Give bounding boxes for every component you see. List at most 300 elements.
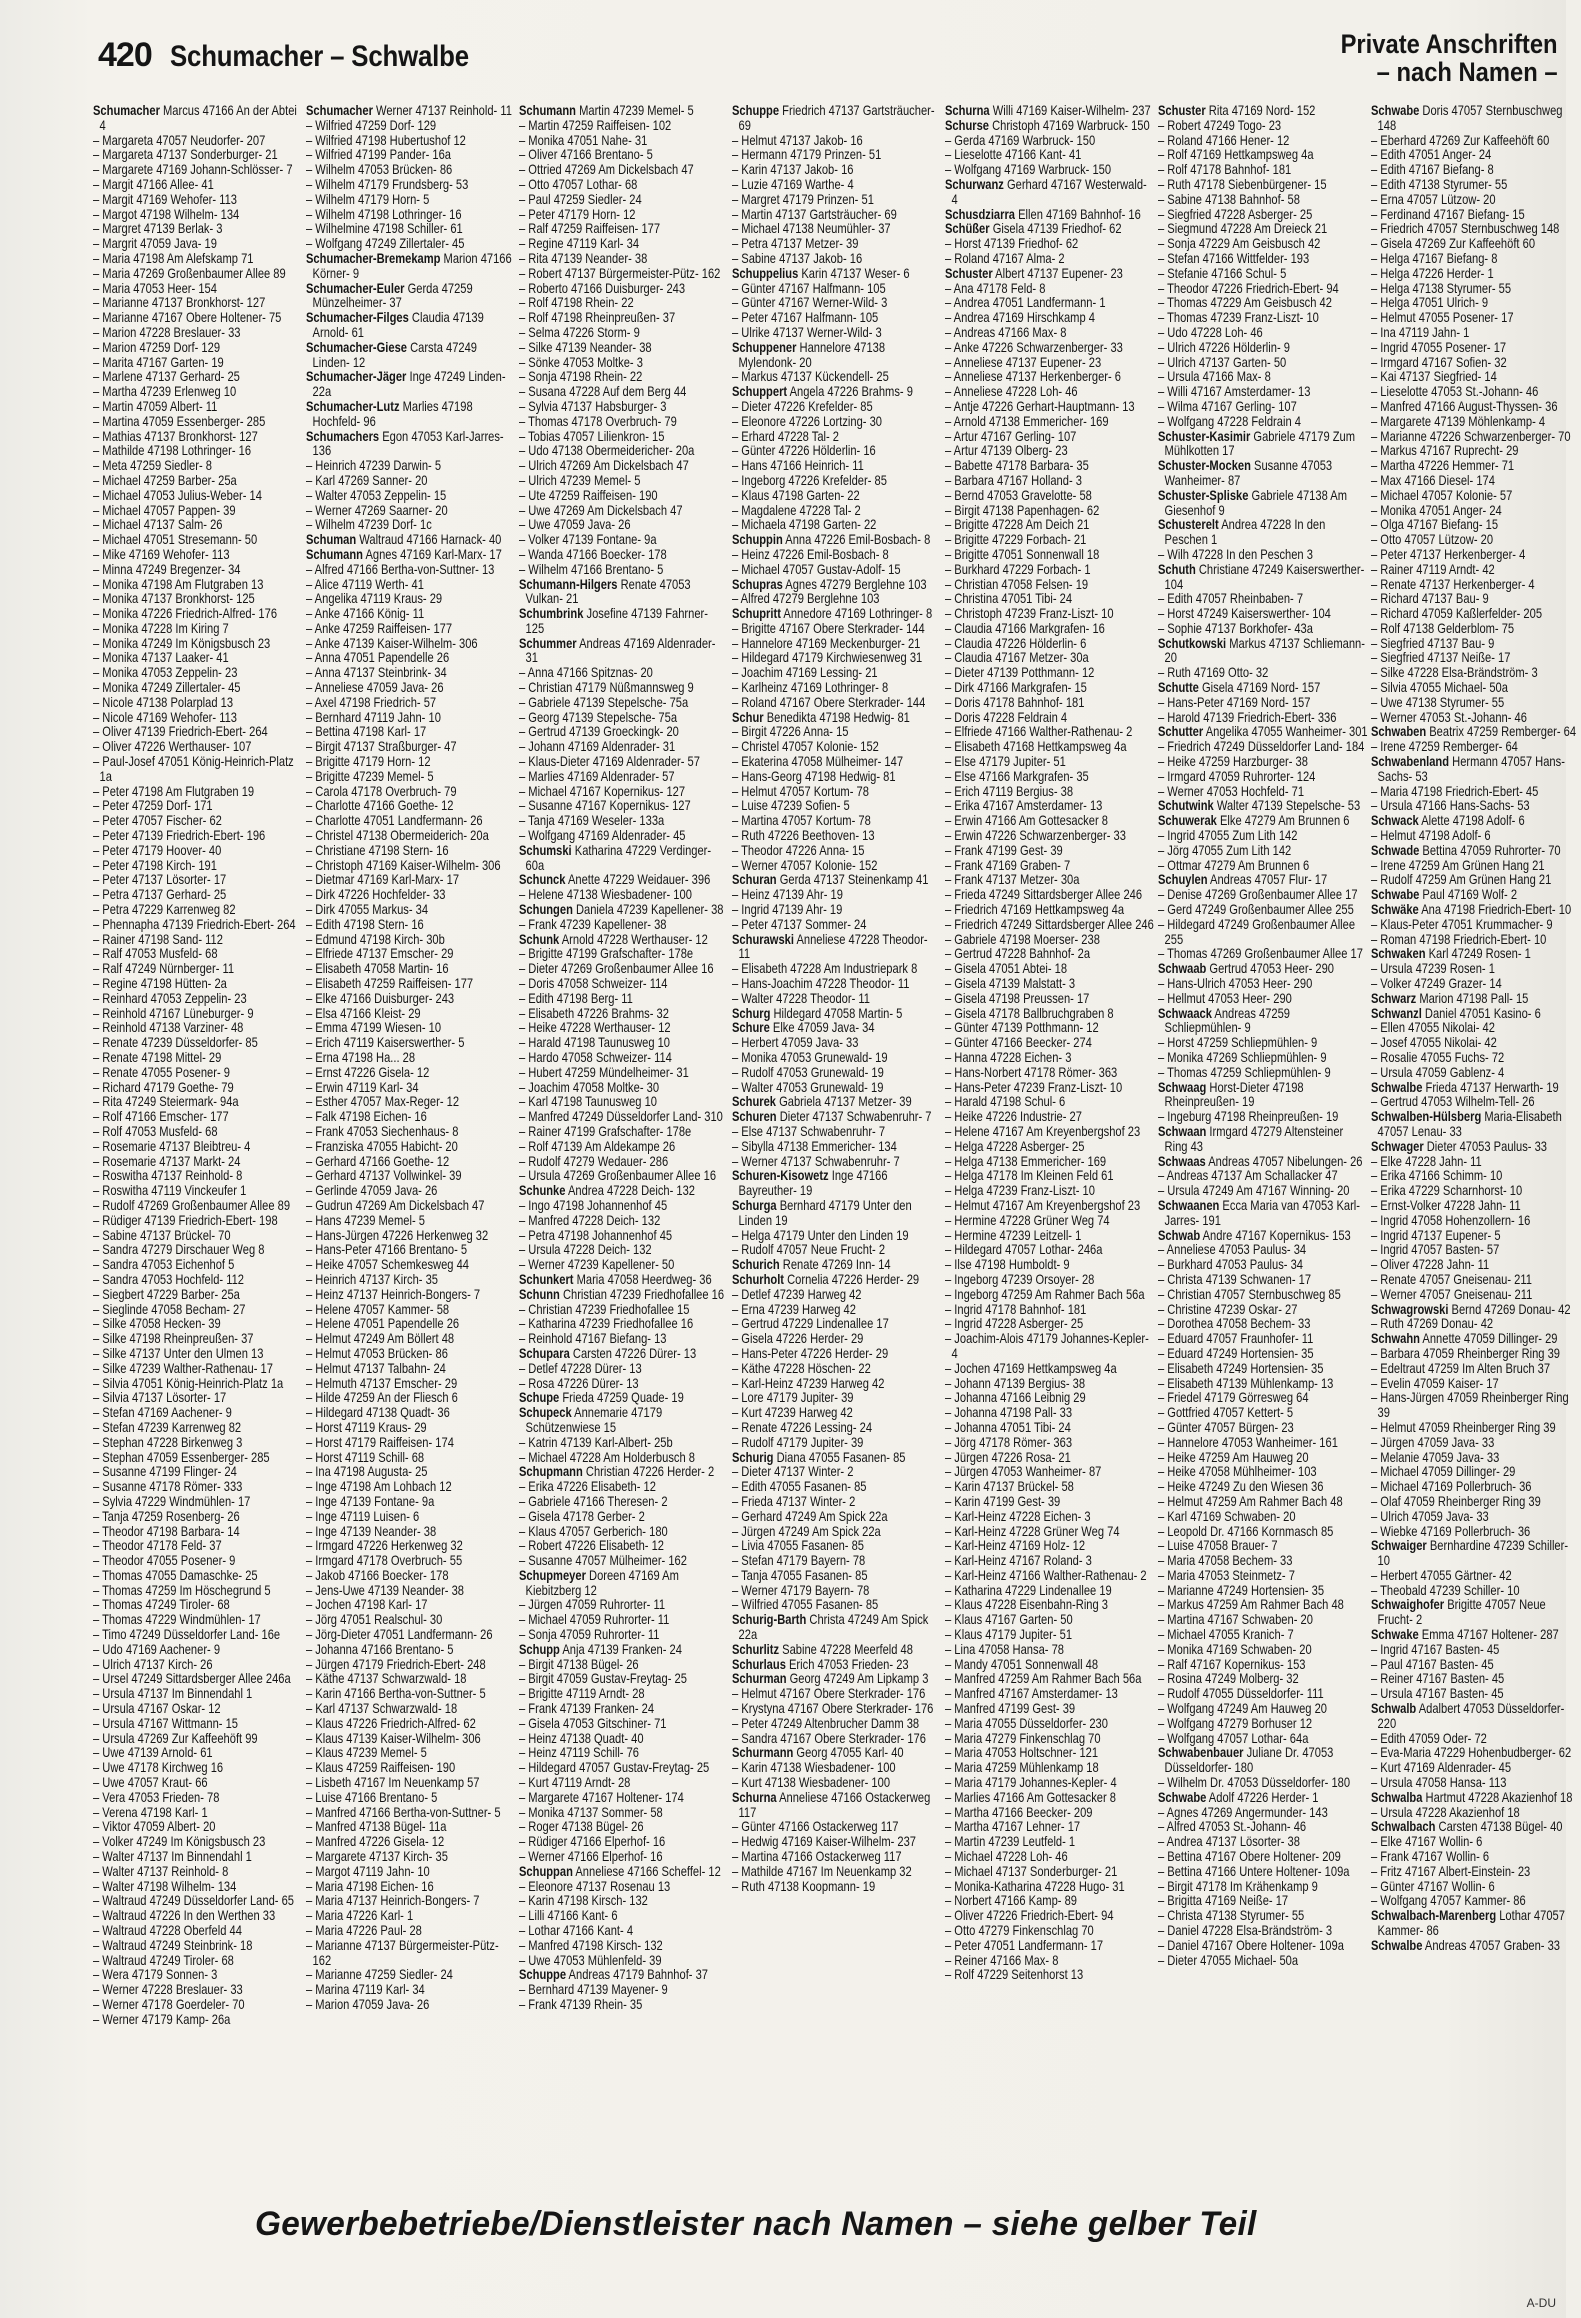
directory-entry: – Siegfried 47137 Neiße- 17 <box>1371 650 1511 666</box>
directory-entry: – Inge 47119 Luisen- 6 <box>306 1508 420 1524</box>
directory-entry: – Katharina 47239 Friedhofallee 16 <box>519 1316 694 1332</box>
directory-entry: – Martin 47259 Raiffeisen- 102 <box>519 117 672 133</box>
directory-entry: – Monika 47137 Bronkhorst- 125 <box>93 591 255 607</box>
directory-entry: – Petra 47229 Karrenweg 82 <box>93 902 236 918</box>
directory-entry: – Inge 47139 Fontane- 9a <box>306 1493 435 1509</box>
column-7 <box>1371 103 1577 2186</box>
directory-entry: – Theodor 47198 Barbara- 14 <box>93 1523 240 1539</box>
directory-entry: Schuppelius Karin 47137 Weser- 6 <box>732 265 910 281</box>
directory-entry: – Silvia 47055 Michael- 50a <box>1371 680 1508 696</box>
listing-columns <box>93 103 1577 2186</box>
directory-entry: – Rolf 47178 Bahnhof- 181 <box>1158 162 1292 178</box>
directory-entry: Schuran Gerda 47137 Steinenkamp 41 <box>732 872 929 888</box>
directory-entry: Schurwanz Gerhard 47167 Westerwald- 4 <box>945 176 1147 207</box>
directory-entry: – Oliver 47226 Werthauser- 107 <box>93 739 252 755</box>
directory-entry: – Mike 47169 Wehofer- 113 <box>93 546 230 562</box>
directory-entry: – Erna 47057 Lützow- 20 <box>1371 191 1496 207</box>
directory-entry: – Paul-Josef 47051 König-Heinrich-Platz 1a <box>93 754 294 784</box>
directory-entry: – Martha 47167 Lehner- 17 <box>945 1819 1081 1835</box>
directory-entry: – Walter 47137 Im Binnendahl 1 <box>93 1849 252 1865</box>
directory-entry: – Peter 47057 Fischer- 62 <box>93 813 222 829</box>
directory-entry: Schurna Anneliese 47166 Ostackerweg 117 <box>732 1789 931 1820</box>
directory-entry: – Monika 47169 Schwaben- 20 <box>1158 1641 1312 1657</box>
directory-entry: – Johanna 47198 Pall- 33 <box>945 1405 1073 1421</box>
directory-entry: – Günter 47166 Beecker- 274 <box>945 1035 1092 1051</box>
directory-entry: – Eberhard 47269 Zur Kaffeehöft 60 <box>1371 132 1550 148</box>
directory-entry: – Ingrid 47055 Posener- 17 <box>1371 339 1507 355</box>
directory-entry: – Marianne 47259 Siedler- 24 <box>306 1967 453 1983</box>
directory-entry: – Olga 47167 Biefang- 15 <box>1371 517 1499 533</box>
directory-entry: – Heinrich 47239 Darwin- 5 <box>306 458 442 474</box>
directory-entry: – Helene 47138 Wiesbadener- 100 <box>519 887 692 903</box>
directory-entry: – Waltraud 47228 Oberfeld 44 <box>93 1923 242 1939</box>
directory-entry: – Roman 47198 Friedrich-Ebert- 10 <box>1371 931 1547 947</box>
directory-entry: – Margareta 47057 Neudorfer- 207 <box>93 132 266 148</box>
directory-entry: – Irene 47259 Am Grünen Hang 21 <box>1371 857 1545 873</box>
directory-entry: – Birgit 47137 Straßburger- 47 <box>306 739 457 755</box>
directory-entry: – Erwin 47166 Am Gottesacker 8 <box>945 813 1108 829</box>
directory-entry: Schuster-Spliske Gabriele 47138 Am Giesenhof 9 <box>1158 487 1347 518</box>
directory-entry: – Frank 47169 Graben- 7 <box>945 857 1071 873</box>
directory-entry: – Margret 47139 Berlak- 3 <box>93 221 223 237</box>
directory-entry: – Jürgen 47226 Rosa- 21 <box>945 1449 1071 1465</box>
directory-entry: Schwack Alette 47198 Adolf- 6 <box>1371 813 1525 829</box>
directory-entry: – Gertrud 47229 Lindenallee 17 <box>732 1316 889 1332</box>
directory-entry: – Anneliese 47059 Java- 26 <box>306 680 444 696</box>
directory-entry: – Heinz 47138 Quadt- 40 <box>519 1730 644 1746</box>
directory-entry: – Klaus-Peter 47051 Krummacher- 9 <box>1371 916 1553 932</box>
directory-entry: – Melanie 47059 Java- 33 <box>1371 1449 1500 1465</box>
directory-entry: – Ilse 47198 Humboldt- 9 <box>945 1257 1070 1273</box>
directory-entry: – Dieter 47269 Großenbaumer Allee 16 <box>519 961 714 977</box>
directory-entry: – Jakob 47166 Boecker- 178 <box>306 1567 449 1583</box>
directory-entry: – Udo 47169 Aachener- 9 <box>93 1641 221 1657</box>
directory-entry: Schwaack Andreas 47259 Schliepmühlen- 9 <box>1158 1005 1291 1036</box>
directory-entry: – Magdalene 47228 Tal- 2 <box>732 502 861 518</box>
directory-entry: Schure Elke 47059 Java- 34 <box>732 1020 875 1036</box>
directory-entry: – Udo 47138 Obermeidericher- 20a <box>519 443 695 459</box>
directory-entry: – Renate 47057 Gneisenau- 211 <box>1371 1271 1532 1287</box>
directory-entry: – Martin 47239 Leutfeld- 1 <box>945 1834 1076 1850</box>
directory-entry: – Jürgen 47249 Am Spick 22a <box>732 1523 881 1539</box>
directory-entry: – Margarete 47139 Möhlenkamp- 4 <box>1371 413 1546 429</box>
directory-entry: – Günter 47167 Wollin- 6 <box>1371 1878 1495 1894</box>
section-title-line2: – nach Namen – <box>1377 57 1558 87</box>
directory-entry: – Monika 47137 Sommer- 58 <box>519 1804 663 1820</box>
directory-entry: – Hannelore 47053 Wanheimer- 161 <box>1158 1434 1338 1450</box>
directory-entry: – Gisela 47178 Ballbruchgraben 8 <box>945 1005 1114 1021</box>
directory-entry: – Barbara 47059 Rheinberger Ring 39 <box>1371 1345 1561 1361</box>
directory-entry: – Friedrich 47249 Sittardsberger Allee 246 <box>945 916 1154 932</box>
directory-entry: – Hanna 47228 Eichen- 3 <box>945 1050 1072 1065</box>
directory-entry: – Werner 47239 Kapellener- 50 <box>519 1257 675 1273</box>
directory-entry: – Stefan 47169 Aachener- 9 <box>93 1405 232 1421</box>
directory-entry: – Karl-Heinz 47228 Eichen- 3 <box>945 1508 1091 1524</box>
directory-entry: – Ursula 47059 Gablenz- 4 <box>1371 1064 1505 1080</box>
directory-entry: – Daniel 47228 Elsa-Brändström- 3 <box>1158 1923 1333 1939</box>
directory-entry: – Helmut 47167 Obere Sterkrader- 176 <box>732 1686 926 1702</box>
directory-entry: – Bernd 47053 Gravelotte- 58 <box>945 487 1092 503</box>
directory-entry: – Gabriele 47139 Stepelsche- 75a <box>519 694 689 710</box>
directory-entry: – Thomas 47259 Schliepmühlen- 9 <box>1158 1064 1331 1080</box>
directory-entry: – Brigitte 47119 Arndt- 28 <box>519 1686 645 1702</box>
directory-entry: – Katharina 47229 Lindenallee 19 <box>945 1582 1112 1598</box>
directory-entry: – Peter 47198 Kirch- 191 <box>93 857 217 873</box>
directory-entry: – Markus 47137 Kückendell- 25 <box>732 369 889 385</box>
directory-entry: – Burkhard 47053 Paulus- 34 <box>1158 1257 1304 1273</box>
directory-entry: – Anneliese 47053 Paulus- 34 <box>1158 1242 1307 1258</box>
directory-entry: – Brigitte 47179 Horn- 12 <box>306 754 431 770</box>
directory-entry: – Gisela 47139 Malstatt- 3 <box>945 976 1076 992</box>
directory-entry: – Maria 47198 Am Alefskamp 71 <box>93 250 254 266</box>
directory-entry: – Andreas 47137 Am Schallacker 47 <box>1158 1168 1338 1184</box>
directory-entry: – Gertrud 47228 Bahnhof- 2a <box>945 946 1091 962</box>
directory-entry: – Fritz 47167 Albert-Einstein- 23 <box>1371 1863 1531 1879</box>
directory-entry: – Rita 47249 Steiermark- 94a <box>93 1094 239 1110</box>
directory-entry: – Heike 47057 Schemkesweg 44 <box>306 1257 469 1273</box>
directory-entry: – Marianne 47137 Bürgermeister-Pütz- 162 <box>306 1937 499 1968</box>
directory-entry: – Burkhard 47229 Forbach- 1 <box>945 561 1091 577</box>
directory-entry: Schüßer Gisela 47139 Friedhof- 62 <box>945 221 1122 237</box>
directory-entry: – Marion 47228 Breslauer- 33 <box>93 324 241 340</box>
directory-entry: – Dorothea 47058 Bechem- 33 <box>1158 1316 1311 1332</box>
directory-entry: – Anneliese 47137 Eupener- 23 <box>945 354 1102 370</box>
directory-entry: Schunke Andrea 47228 Deich- 132 <box>519 1183 696 1199</box>
directory-entry: – Werner 47179 Kamp- 26a <box>93 2011 231 2027</box>
directory-entry: – Hans-Peter 47226 Herder- 29 <box>732 1345 889 1361</box>
directory-entry: – Helmut 47059 Rheinberger Ring 39 <box>1371 1419 1556 1435</box>
directory-entry: – Karl-Heinz 47169 Holz- 12 <box>945 1538 1086 1554</box>
directory-entry: Schuren Dieter 47137 Schwabenruhr- 7 <box>732 1109 932 1125</box>
directory-entry: – Monika-Katharina 47228 Hugo- 31 <box>945 1878 1125 1894</box>
directory-entry: – Elisabeth 47058 Martin- 16 <box>306 961 449 977</box>
directory-entry: – Käthe 47137 Schwarzwald- 18 <box>306 1671 467 1687</box>
directory-entry: – Rolf 47198 Rheinpreußen- 37 <box>519 310 676 326</box>
directory-entry: – Edeltraut 47259 Im Alten Bruch 37 <box>1371 1360 1551 1376</box>
directory-entry: – Waltraud 47226 In den Werthen 33 <box>93 1908 276 1924</box>
directory-entry: – Rudolf 47259 Am Grünen Hang 21 <box>1371 872 1552 888</box>
directory-entry: – Thomas 47229 Am Geisbusch 42 <box>1158 295 1332 311</box>
directory-entry: – Erika 47167 Amsterdamer- 13 <box>945 798 1103 814</box>
directory-entry: – Horst 47249 Kaiserswerther- 104 <box>1158 606 1331 622</box>
directory-entry: – Helga 47226 Herder- 1 <box>1371 265 1494 281</box>
directory-entry: – Maria 47226 Karl- 1 <box>306 1908 414 1924</box>
directory-entry: – Helmut 47249 Am Böllert 48 <box>306 1331 455 1347</box>
directory-entry: – Peter 47259 Dorf- 171 <box>93 798 213 814</box>
directory-entry: – Erna 47239 Harweg 42 <box>732 1301 856 1317</box>
directory-entry: – Wilfried 47198 Hubertushof 12 <box>306 132 466 148</box>
directory-entry: – Günter 47167 Werner-Wild- 3 <box>732 295 888 311</box>
directory-entry: – Klaus 47259 Raiffeisen- 190 <box>306 1760 456 1776</box>
directory-entry: – Regine 47198 Hütten- 2a <box>93 976 227 992</box>
directory-entry: – Eleonore 47137 Rosenau 13 <box>519 1878 671 1894</box>
directory-entry: – Monika 47053 Zeppelin- 23 <box>93 665 238 681</box>
directory-entry: – Sophie 47137 Borkhofer- 43a <box>1158 620 1313 636</box>
directory-entry: – Paul 47259 Siedler- 24 <box>519 191 642 207</box>
directory-entry: – Richard 47137 Bau- 9 <box>1371 591 1489 607</box>
directory-entry: Schutwink Walter 47139 Stepelsche- 53 <box>1158 798 1361 814</box>
directory-entry: – Friedrich 47169 Hettkampsweg 4a <box>945 902 1125 918</box>
directory-entry: – Ursula 47166 Max- 8 <box>1158 369 1271 385</box>
directory-entry: – Frank 47137 Metzer- 30a <box>945 872 1080 888</box>
directory-entry: – Rudolf 47269 Großenbaumer Allee 89 <box>93 1197 291 1213</box>
directory-entry: – Brigitte 47167 Obere Sterkrader- 144 <box>732 620 925 636</box>
directory-entry: – Joachim 47058 Moltke- 30 <box>519 1079 660 1095</box>
directory-entry: – Inge 47139 Neander- 38 <box>306 1523 437 1539</box>
directory-entry: – Marianne 47137 Bronkhorst- 127 <box>93 295 266 311</box>
directory-entry: – Hans-Peter 47239 Franz-Liszt- 10 <box>945 1079 1123 1095</box>
directory-entry: Schuylen Andreas 47057 Flur- 17 <box>1158 872 1328 888</box>
directory-entry: – Mandy 47051 Sonnenwall 48 <box>945 1656 1099 1672</box>
directory-entry: – Carola 47178 Overbruch- 79 <box>306 783 457 799</box>
directory-entry: – Tanja 47259 Rosenberg- 26 <box>93 1508 240 1524</box>
directory-entry: – Walter 47198 Wilhelm- 134 <box>93 1878 237 1894</box>
directory-entry: – Sandra 47053 Eichenhof 5 <box>93 1257 235 1273</box>
directory-entry: – Peter 47179 Horn- 12 <box>519 206 636 222</box>
directory-entry: – Stephan 47228 Birkenweg 3 <box>93 1434 243 1450</box>
directory-entry: Schurlitz Sabine 47228 Meerfeld 48 <box>732 1641 913 1657</box>
directory-entry: – Helmut 47259 Am Rahmer Bach 48 <box>1158 1493 1343 1509</box>
directory-entry: Schwalbe Andreas 47057 Graben- 33 <box>1371 1937 1561 1953</box>
directory-entry: – Gerhard 47137 Vollwinkel- 39 <box>306 1168 462 1184</box>
directory-entry: – Markus 47259 Am Rahmer Bach 48 <box>1158 1597 1344 1613</box>
directory-entry: – Frank 47199 Gest- 39 <box>945 842 1063 858</box>
directory-entry: – Peter 47051 Landfermann- 17 <box>945 1937 1104 1953</box>
directory-entry: – Doris 47178 Bahnhof- 181 <box>945 694 1085 710</box>
directory-entry: – Wolfgang 47169 Aldenrader- 45 <box>519 828 686 844</box>
directory-entry: – Karl-Heinz 47167 Roland- 3 <box>945 1553 1092 1569</box>
directory-entry: – Bettina 47167 Obere Holtener- 209 <box>1158 1849 1341 1865</box>
directory-entry: – Elfriede 47137 Emscher- 29 <box>306 946 454 962</box>
directory-entry: – Jürgen 47053 Wanheimer- 87 <box>945 1464 1102 1480</box>
directory-entry: – Wilma 47167 Gerling- 107 <box>1158 398 1297 414</box>
directory-entry: – Monika 47053 Grunewald- 19 <box>732 1050 888 1065</box>
directory-entry: – Werner 47166 Elperhof- 16 <box>519 1849 663 1865</box>
directory-entry: Schumacher-Filges Claudia 47139 Arnold- 61 <box>306 310 484 340</box>
directory-entry: – Stefan 47239 Karrenweg 82 <box>93 1419 242 1435</box>
directory-entry: – Ernst-Volker 47228 Jahn- 11 <box>1371 1197 1521 1213</box>
directory-entry: – Gerda 47169 Warbruck- 150 <box>945 132 1096 148</box>
directory-entry: – Ina 47119 Jahn- 1 <box>1371 324 1470 340</box>
directory-entry: – Uwe 47053 Mühlenfeld- 39 <box>519 1952 662 1968</box>
directory-entry: – Marlene 47137 Gerhard- 25 <box>93 369 240 385</box>
directory-entry: – Falk 47198 Eichen- 16 <box>306 1109 427 1125</box>
directory-entry: – Petra 47137 Gerhard- 25 <box>93 887 227 903</box>
directory-entry: – Anke 47259 Raiffeisen- 177 <box>306 620 453 636</box>
directory-entry: – Christel 47138 Obermeiderich- 20a <box>306 828 489 844</box>
directory-entry: Schupras Agnes 47279 Berglehne 103 <box>732 576 927 592</box>
directory-entry: – Birgit 47059 Gustav-Freytag- 25 <box>519 1671 687 1687</box>
directory-entry: – Wilfried 47259 Dorf- 129 <box>306 117 437 133</box>
directory-entry: – Siegmund 47228 Am Dreieck 21 <box>1158 221 1328 237</box>
directory-entry: – Karin 47138 Wiesbadener- 100 <box>732 1760 896 1776</box>
directory-entry: – Werner 47053 Hochfeld- 71 <box>1158 783 1305 799</box>
directory-entry: – Krystyna 47167 Obere Sterkrader- 176 <box>732 1701 934 1717</box>
directory-entry: – Werner 47228 Breslauer- 33 <box>93 1982 243 1998</box>
directory-entry: – Ingo 47198 Johannenhof 45 <box>519 1197 668 1213</box>
directory-entry: – Kurt 47119 Arndt- 28 <box>519 1775 631 1791</box>
directory-entry: – Michael 47259 Barber- 25a <box>93 472 237 488</box>
directory-entry: – Friedrich 47249 Düsseldorfer Land- 184 <box>1158 739 1365 755</box>
directory-entry: Schummer Andreas 47169 Aldenrader- 31 <box>519 635 716 666</box>
directory-entry: – Michael 47053 Julius-Weber- 14 <box>93 487 262 503</box>
column-3 <box>519 103 725 2186</box>
directory-entry: – Helene 47051 Papendelle 26 <box>306 1316 460 1332</box>
directory-entry: – Marianne 47249 Hortensien- 35 <box>1158 1582 1325 1598</box>
directory-entry: Schurna Willi 47169 Kaiser-Wilhelm- 237 <box>945 103 1151 118</box>
directory-entry: – Helmut 47137 Jakob- 16 <box>732 132 863 148</box>
directory-entry: – Tobias 47057 Lilienkron- 15 <box>519 428 665 444</box>
directory-entry: – Theodor 47178 Feld- 37 <box>93 1538 222 1554</box>
directory-entry: – Helmut 47137 Talbahn- 24 <box>306 1360 446 1376</box>
directory-entry: – Frieda 47249 Sittardsberger Allee 246 <box>945 887 1143 903</box>
directory-entry: – Verena 47198 Karl- 1 <box>93 1804 208 1820</box>
directory-entry: – Andrea 47169 Hirschkamp 4 <box>945 310 1095 326</box>
directory-entry: – Peter 47139 Friedrich-Ebert- 196 <box>93 828 266 844</box>
directory-entry: – Christina 47051 Tibi- 24 <box>945 591 1073 607</box>
directory-entry: – Hans-Ulrich 47053 Heer- 290 <box>1158 976 1313 992</box>
directory-entry: – Erich 47119 Bergius- 38 <box>945 783 1074 799</box>
directory-entry: – Ursula 47228 Deich- 132 <box>519 1242 652 1258</box>
directory-entry: Schwaiger Bernhardine 47239 Schiller- 10 <box>1371 1538 1569 1569</box>
directory-entry: Schumacher Werner 47137 Reinhold- 11 <box>306 103 512 118</box>
directory-entry: – Marita 47167 Garten- 19 <box>93 354 224 370</box>
directory-entry: – Monika 47228 Im Kiring 7 <box>93 620 229 636</box>
directory-entry: – Michael 47051 Stresemann- 50 <box>93 532 258 548</box>
directory-entry: – Ulrike 47137 Werner-Wild- 3 <box>732 324 882 340</box>
directory-entry: – Timo 47249 Düsseldorfer Land- 16e <box>93 1627 281 1643</box>
directory-entry: Schwabenland Hermann 47057 Hans-Sachs- 53 <box>1371 754 1565 784</box>
directory-entry: – Michael 47137 Sonderburger- 21 <box>945 1863 1118 1879</box>
directory-entry: – Andreas 47166 Max- 8 <box>945 324 1067 340</box>
directory-entry: – Karl-Heinz 47239 Harweg 42 <box>732 1375 885 1391</box>
directory-entry: – Ralf 47167 Kopernikus- 153 <box>1158 1656 1306 1672</box>
directory-entry: – Gisela 47226 Herder- 29 <box>732 1331 864 1347</box>
directory-entry: – Peter 47137 Lösorter- 17 <box>93 872 227 888</box>
directory-entry: – Waltraud 47249 Steinbrink- 18 <box>93 1937 253 1953</box>
directory-entry: – Klaus 47139 Kaiser-Wilhelm- 306 <box>306 1730 481 1746</box>
directory-entry: – Silke 47228 Elsa-Brändström- 3 <box>1371 665 1538 681</box>
directory-entry: – Wera 47179 Sonnen- 3 <box>93 1967 218 1983</box>
directory-entry: – Luise 47058 Brauer- 7 <box>1158 1538 1278 1554</box>
directory-entry: – Rainer 47199 Grafschafter- 178e <box>519 1123 692 1139</box>
directory-entry: – Monika 47051 Nahe- 31 <box>519 132 648 148</box>
directory-entry: – Rita 47139 Neander- 38 <box>519 250 648 266</box>
directory-entry: – Gisela 47269 Zur Kaffeehöft 60 <box>1371 236 1536 252</box>
directory-entry: – Reiner 47167 Basten- 45 <box>1371 1671 1505 1687</box>
directory-entry: – Thomas 47055 Damaschke- 25 <box>93 1567 258 1583</box>
directory-entry: – Peter 47137 Sommer- 24 <box>732 916 867 932</box>
directory-entry: – Josef 47055 Nikolai- 42 <box>1371 1035 1497 1051</box>
directory-entry: – Ulrich 47226 Hölderlin- 9 <box>1158 339 1290 355</box>
directory-entry: – Sandra 47279 Dirschauer Weg 8 <box>93 1242 265 1258</box>
directory-entry: – Wolfgang 47057 Kammer- 86 <box>1371 1893 1526 1909</box>
directory-entry: – Ursula 47269 Großenbaumer Allee 16 <box>519 1168 717 1184</box>
directory-entry: – Sabine 47137 Jakob- 16 <box>732 250 863 266</box>
directory-entry: – Heike 47259 Harzburger- 38 <box>1158 754 1308 770</box>
directory-entry: Schunk Arnold 47228 Werthauser- 12 <box>519 931 708 947</box>
directory-entry: Schuppe Friedrich 47137 Gartsträucher- 69 <box>732 103 935 133</box>
directory-entry: – Oliver 47228 Jahn- 11 <box>1371 1257 1490 1273</box>
directory-entry: – Edith 47198 Berg- 11 <box>519 990 633 1006</box>
directory-entry: – Robert 47249 Togo- 23 <box>1158 117 1282 133</box>
directory-entry: – Daniel 47167 Obere Holtener- 109a <box>1158 1937 1344 1953</box>
directory-entry: – Thomas 47259 Im Höschegrund 5 <box>93 1582 271 1598</box>
directory-entry: – Alfred 47053 St.-Johann- 46 <box>1158 1819 1307 1835</box>
directory-entry: – Karin 47166 Bertha-von-Suttner- 5 <box>306 1686 486 1702</box>
directory-entry: – Karl 47169 Schwaben- 20 <box>1158 1508 1296 1524</box>
directory-entry: – Rainer 47119 Arndt- 42 <box>1371 561 1495 577</box>
directory-entry: – Frank 47167 Wollin- 6 <box>1371 1849 1490 1865</box>
directory-entry: Schuppe Andreas 47179 Bahnhof- 37 <box>519 1967 709 1983</box>
directory-entry: – Michael 47138 Neumühler- 37 <box>732 221 891 237</box>
directory-entry: Schumann Agnes 47169 Karl-Marx- 17 <box>306 546 502 562</box>
directory-entry: – Klaus-Dieter 47169 Aldenrader- 57 <box>519 754 700 770</box>
directory-entry: – Ralf 47053 Musfeld- 68 <box>93 946 218 962</box>
directory-entry: – Erich 47119 Kaiserswerther- 5 <box>306 1035 465 1051</box>
directory-entry: Schutkowski Markus 47137 Schliemann- 20 <box>1158 635 1365 666</box>
directory-entry: Schwabenbauer Juliane Dr. 47053 Düsseldorfer- 180 <box>1158 1745 1334 1776</box>
directory-entry: – Klaus 47226 Friedrich-Alfred- 62 <box>306 1715 476 1731</box>
directory-entry: Schumacher-Giese Carsta 47249 Linden- 12 <box>306 339 478 370</box>
directory-entry: – Walter 47053 Grunewald- 19 <box>732 1079 884 1095</box>
directory-entry: – Susana 47228 Auf dem Berg 44 <box>519 384 687 400</box>
directory-entry: Schurlaus Erich 47053 Frieden- 23 <box>732 1656 909 1672</box>
directory-entry: – Kurt 47239 Harweg 42 <box>732 1405 853 1421</box>
directory-entry: – Heike 47259 Am Hauweg 20 <box>1158 1449 1309 1465</box>
directory-entry: – Katrin 47139 Karl-Albert- 25b <box>519 1434 673 1450</box>
directory-entry: – Renate 47198 Mittel- 29 <box>93 1050 222 1065</box>
directory-entry: – Hans 47166 Heinrich- 11 <box>732 458 864 474</box>
directory-entry: – Ursula 47228 Akazienhof 18 <box>1371 1804 1520 1820</box>
directory-entry: – Monika 47137 Laaker- 41 <box>93 650 229 666</box>
directory-entry: – Luise 47239 Sofien- 5 <box>732 798 850 814</box>
directory-entry: – Maria 47055 Düsseldorfer- 230 <box>945 1715 1108 1731</box>
directory-entry: – Ursula 47167 Basten- 45 <box>1371 1686 1504 1702</box>
directory-entry: – Irmgard 47167 Sofien- 32 <box>1371 354 1507 370</box>
directory-entry: – Artur 47167 Gerling- 107 <box>945 428 1077 444</box>
directory-entry: – Margret 47179 Prinzen- 51 <box>732 191 874 207</box>
directory-entry: Schwaken Karl 47249 Rosen- 1 <box>1371 946 1531 962</box>
directory-entry: – Irmgard 47178 Overbruch- 55 <box>306 1553 463 1569</box>
directory-entry: Schumann Martin 47239 Memel- 5 <box>519 103 694 118</box>
directory-entry: – Roland 47166 Hener- 12 <box>1158 132 1290 148</box>
directory-entry: – Horst 47259 Schliepmühlen- 9 <box>1158 1035 1318 1051</box>
directory-entry: – Christian 47058 Felsen- 19 <box>945 576 1089 592</box>
directory-entry: – Harald 47198 Schul- 6 <box>945 1094 1066 1110</box>
directory-entry: – Waltraud 47249 Tiroler- 68 <box>93 1952 234 1968</box>
directory-entry: – Christa 47138 Styrumer- 55 <box>1158 1908 1305 1924</box>
directory-entry: – Erika 47166 Schimm- 10 <box>1371 1168 1503 1184</box>
directory-entry: Schurman Georg 47249 Am Lipkamp 3 <box>732 1671 929 1687</box>
directory-entry: – Hermann 47179 Prinzen- 51 <box>732 147 882 163</box>
directory-entry: – Alfred 47279 Berglehne 103 <box>732 591 880 607</box>
directory-entry: – Maria 47198 Eichen- 16 <box>306 1878 434 1894</box>
directory-entry: – Silke 47239 Walther-Rathenau- 17 <box>93 1360 273 1376</box>
directory-entry: – Luzie 47169 Warthe- 4 <box>732 176 854 192</box>
directory-entry: Schurmann Georg 47055 Karl- 40 <box>732 1745 904 1761</box>
directory-entry: Schuth Christiane 47249 Kaiserswerther- 104 <box>1158 561 1365 592</box>
directory-entry: – Anneliese 47137 Herkenberger- 6 <box>945 369 1122 385</box>
directory-entry: – Ruth 47169 Otto- 32 <box>1158 665 1269 681</box>
directory-entry: – Roberto 47166 Duisburger- 243 <box>519 280 686 296</box>
directory-entry: Schutter Angelika 47055 Wanheimer- 301 <box>1158 724 1368 740</box>
directory-entry: Schurek Gabriela 47137 Metzer- 39 <box>732 1094 912 1110</box>
directory-entry: Schuppert Angela 47226 Brahms- 9 <box>732 384 913 400</box>
directory-entry: – Johanna 47166 Brentano- 5 <box>306 1641 454 1657</box>
section-title-line1: Private Anschriften <box>1341 29 1558 59</box>
directory-entry: – Michael 47057 Gustav-Adolf- 15 <box>732 561 901 577</box>
